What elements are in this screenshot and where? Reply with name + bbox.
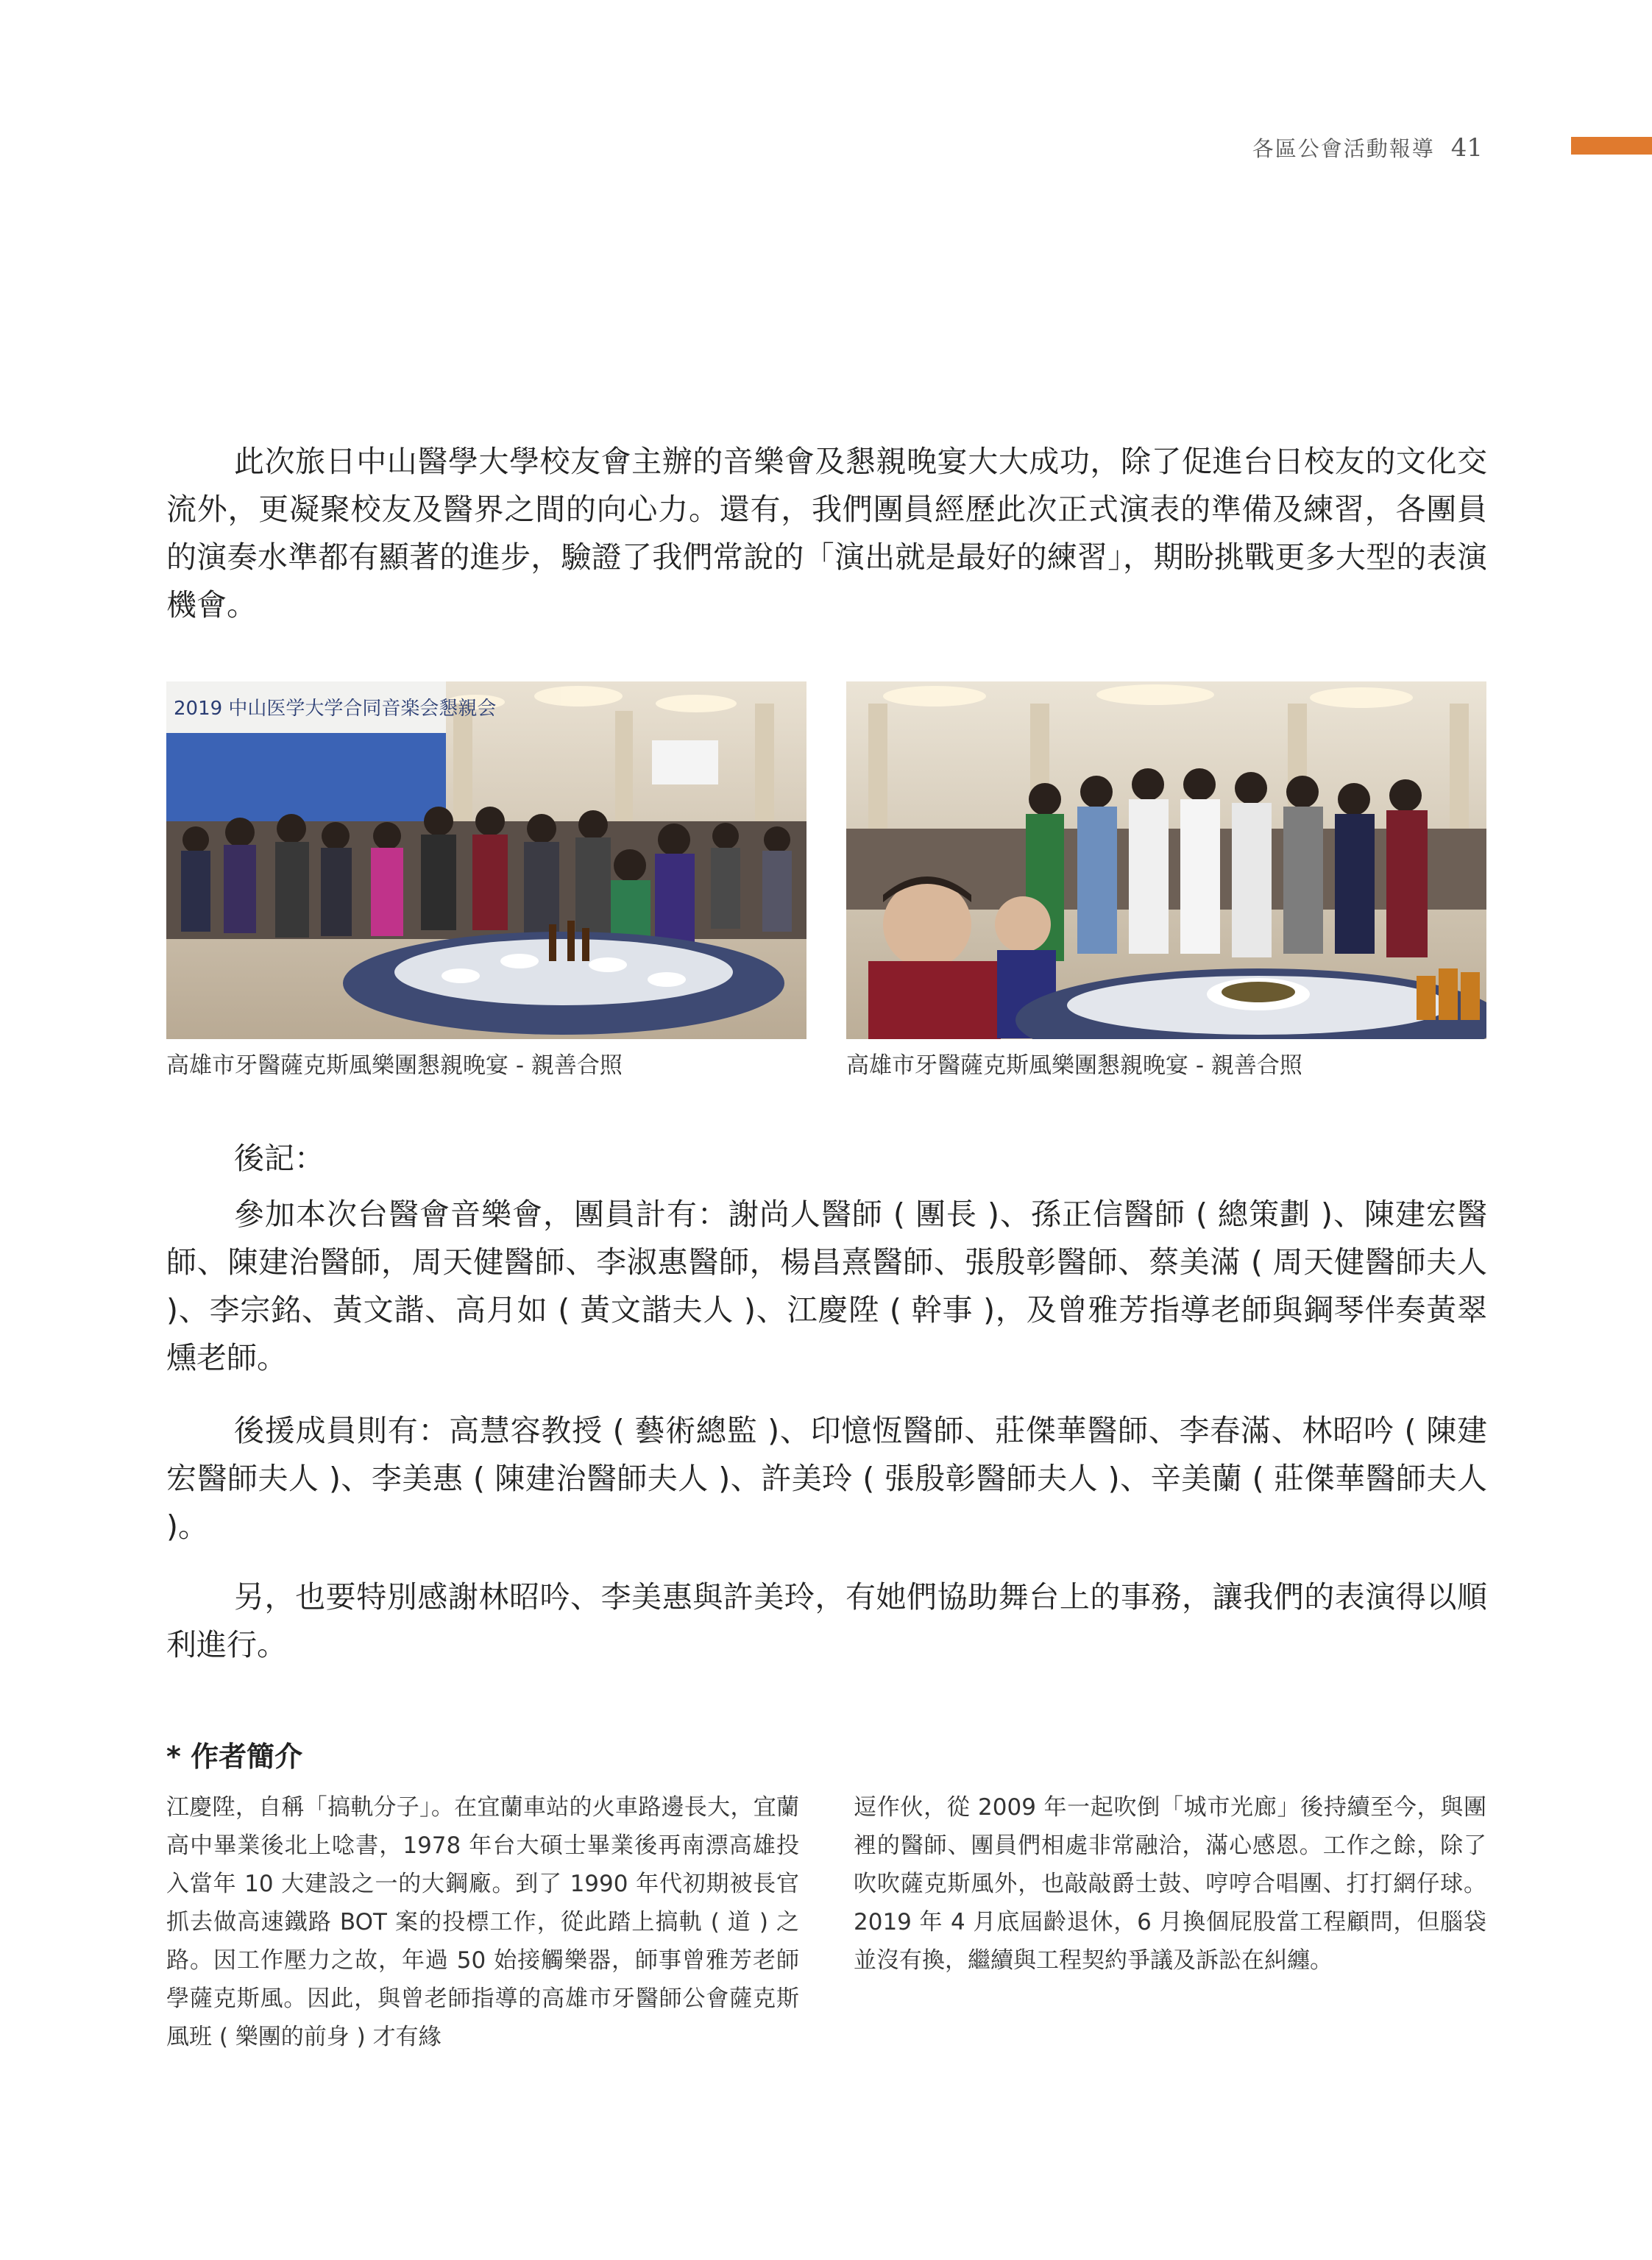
support-paragraph: 後援成員則有：高慧容教授 ( 藝術總監 )、印憶恆醫師、莊傑華醫師、李春滿、林昭吟 ( 陳建宏醫師夫人 )、李美惠 ( 陳建治醫師夫人 )、許美玲 ( 張殷彰醫師夫人 )、辛美蘭 ( 莊傑華醫師夫人 )。 — [166, 1413, 1487, 1544]
author-bio-right-column: 逗作伙，從 2009 年一起吹倒「城市光廊」後持續至今，與團裡的醫師、團員們相處非常融洽，滿心感恩。工作之餘，除了吹吹薩克斯風外，也敲敲爵士鼓、哼哼合唱團、打打網仔球。2019 年 4 月底屆齡退休，6 月換個屁股當工程顧問，但腦袋並沒有換，繼續與工程契約爭議及訴訟在糾纏。 — [854, 1794, 1486, 1974]
banquet-photo-left-image — [166, 681, 806, 1039]
intro-paragraph: 此次旅日中山醫學大學校友會主辦的音樂會及懇親晚宴大大成功，除了促進台日校友的文化交流外，更凝聚校友及醫界之間的向心力。還有，我們團員經歷此次正式演表的準備及練習，各團員的演奏水準都有顯著的進步，驗證了我們常說的「演出就是最好的練習」，期盼挑戰更多大型的表演機會。 — [166, 444, 1487, 623]
postscript-heading: 後記： — [234, 1141, 325, 1176]
group-photo-right — [846, 681, 1486, 1039]
header-accent-bar — [1571, 137, 1652, 155]
thanks-paragraph: 另，也要特別感謝林昭吟、李美惠與許美玲，有她們協助舞台上的事務，讓我們的表演得以順利進行。 — [166, 1579, 1487, 1662]
author-bio-left-column: 江慶陞，自稱「搞軌分子」。在宜蘭車站的火車路邊長大，宜蘭高中畢業後北上唸書，1978 年台大碩士畢業後再南漂高雄投入當年 10 大建設之一的大鋼廠。到了 1990 年代初期被長官抓去做高速鐵路 BOT 案的投標工作，從此踏上搞軌 ( 道 ) 之路。因工作壓力之故，年過 50 始接觸樂器，師事曾雅芳老師學薩克斯風。因此，與曾老師指導的高雄市牙醫師公會薩克斯風班 ( 樂團的前身 ) 才有緣 — [166, 1794, 799, 2050]
photo-caption-left: 高雄市牙醫薩克斯風樂團懇親晚宴 - 親善合照 — [166, 1052, 623, 1079]
author-heading: * 作者簡介 — [166, 1740, 303, 1773]
section-title: 各區公會活動報導 — [1252, 136, 1435, 161]
photo-caption-right: 高雄市牙醫薩克斯風樂團懇親晚宴 - 親善合照 — [846, 1052, 1302, 1079]
members-paragraph: 參加本次台醫會音樂會，團員計有：謝尚人醫師 ( 團長 )、孫正信醫師 ( 總策劃 )、陳建宏醫師、陳建治醫師，周天健醫師、李淑惠醫師，楊昌熹醫師、張殷彰醫師、蔡美滿 ( 周天健醫師夫人 )、李宗銘、黃文諧、高月如 ( 黃文諧夫人 )、江慶陞 ( 幹事 )，及曾雅芳指導老師與鋼琴伴奏黃翠燻老師。 — [166, 1197, 1487, 1375]
stage-banner-text: 2019 中山医学大学合同音楽会懇親会 — [174, 698, 497, 720]
group-photo-left — [166, 681, 806, 1039]
page-number: 41 — [1450, 133, 1483, 163]
running-header — [1252, 132, 1483, 163]
banquet-photo-right-image — [846, 681, 1486, 1039]
